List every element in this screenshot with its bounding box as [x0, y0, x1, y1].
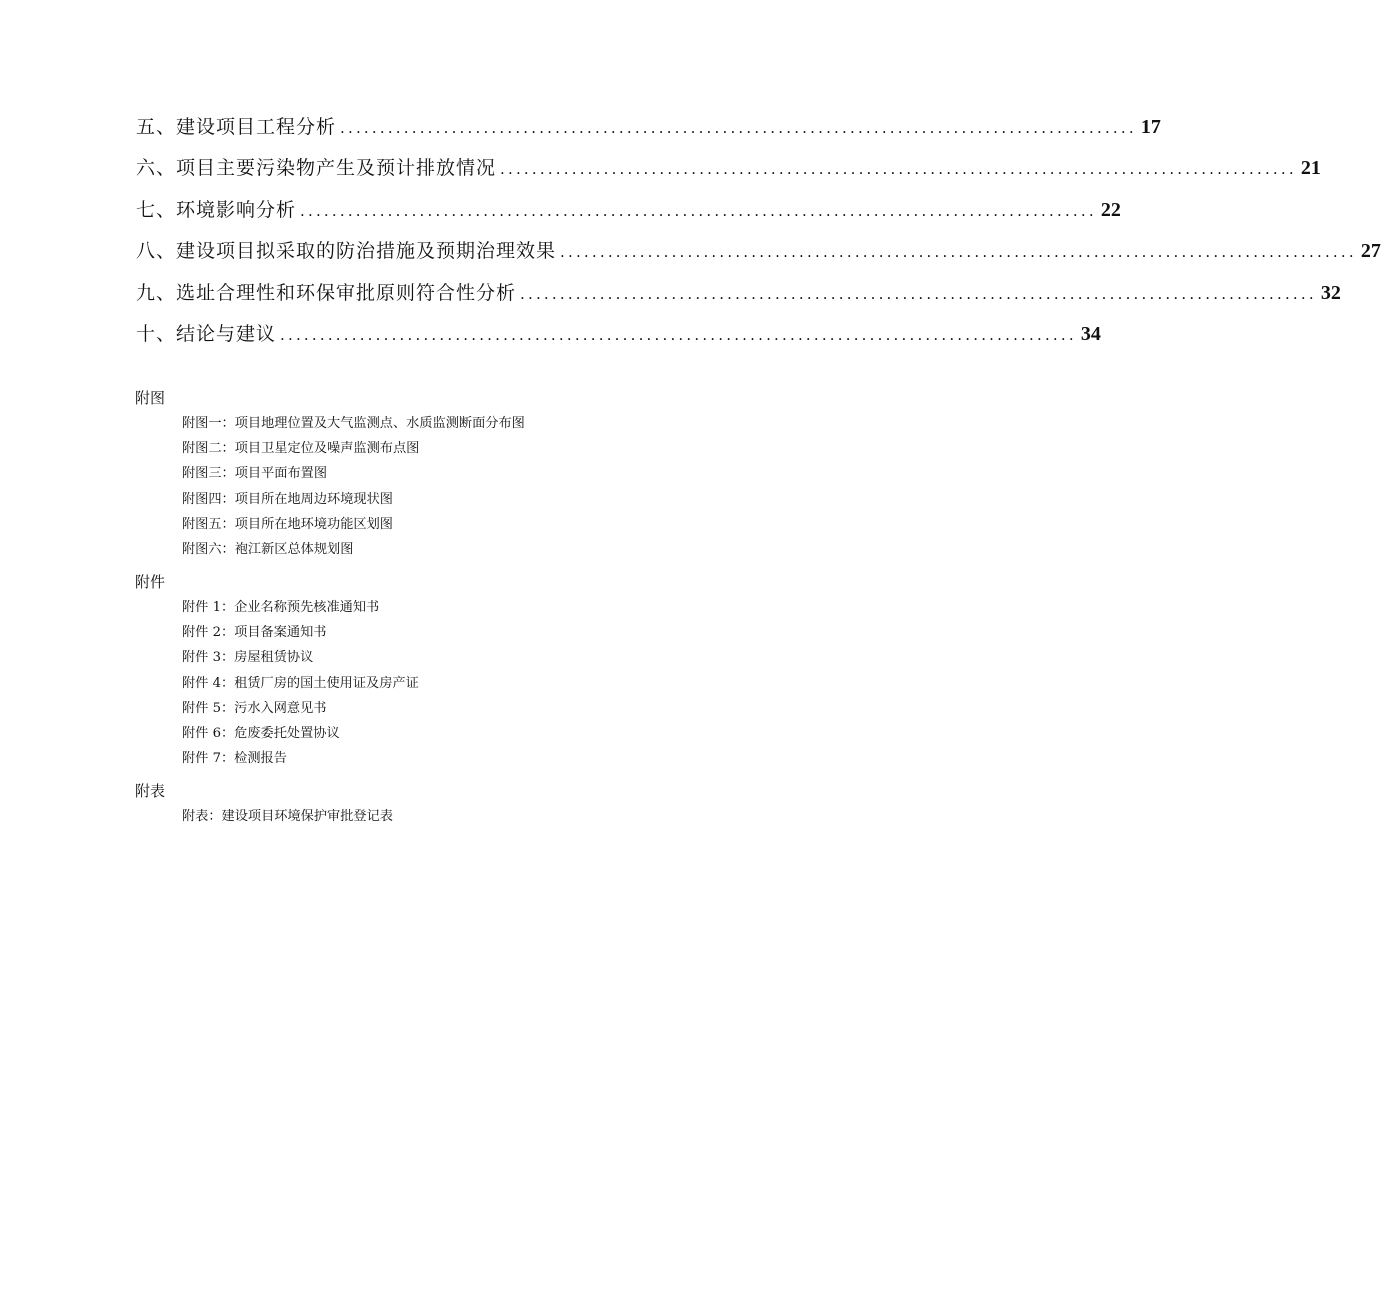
- toc-entry[interactable]: [136, 112, 1161, 153]
- toc-leader-dots: ....................................................................................................: [560, 243, 1357, 262]
- figures-section: [135, 386, 735, 562]
- toc-leader-dots: ....................................................................................................: [340, 119, 1137, 137]
- attachment-item[interactable]: 附件 2：项目备案通知书: [182, 625, 327, 641]
- toc-entry-page: 34: [1080, 322, 1101, 345]
- toc-leader-dots: ....................................................................................................: [500, 160, 1297, 179]
- figure-item[interactable]: 附图三：项目平面布置图: [182, 466, 328, 482]
- toc-entry-title: 十、结论与建议: [136, 322, 277, 345]
- attachments-heading: 附件: [135, 573, 166, 591]
- toc-entry-title: 八、建设项目拟采取的防治措施及预期治理效果: [136, 240, 557, 263]
- toc-entry[interactable]: [136, 153, 1321, 194]
- toc-entry-title: 六、项目主要污染物产生及预计排放情况: [136, 157, 497, 180]
- toc-entry-page: 21: [1300, 157, 1321, 180]
- toc-entry-page: 32: [1320, 281, 1341, 304]
- toc-leader-dots: ....................................................................................................: [520, 284, 1317, 303]
- figure-item[interactable]: 附图一：项目地理位置及大气监测点、水质监测断面分布图: [182, 416, 525, 431]
- toc-entry-title: 九、选址合理性和环保审批原则符合性分析: [136, 281, 517, 304]
- figure-item[interactable]: 附图四：项目所在地周边环境现状图: [182, 491, 393, 507]
- toc-entry[interactable]: [136, 278, 1341, 319]
- toc-entry[interactable]: [136, 195, 1121, 236]
- attachment-item[interactable]: 附件 6：危废委托处置协议: [182, 725, 340, 741]
- figure-item[interactable]: 附图六：袍江新区总体规划图: [182, 541, 354, 557]
- toc-entry-title: 五、建设项目工程分析: [136, 116, 337, 138]
- attachment-item[interactable]: 附件 5：污水入网意见书: [182, 700, 327, 716]
- toc-leader-dots: ....................................................................................................: [300, 201, 1097, 220]
- table-of-contents: [136, 112, 1381, 360]
- tables-section: [135, 779, 735, 829]
- toc-entry[interactable]: [136, 236, 1381, 277]
- toc-entry[interactable]: [136, 319, 1101, 360]
- toc-entry-page: 22: [1100, 198, 1121, 221]
- table-item[interactable]: 附表：建设项目环境保护审批登记表: [182, 809, 393, 824]
- attachment-item[interactable]: 附件 7：检测报告: [182, 751, 287, 767]
- tables-heading: 附表: [135, 782, 166, 800]
- toc-entry-title: 七、环境影响分析: [136, 198, 297, 221]
- toc-entry-page: 17: [1140, 116, 1161, 138]
- attachment-item[interactable]: 附件 4：租赁厂房的国土使用证及房产证: [182, 675, 419, 691]
- attachment-item[interactable]: 附件 1：企业名称预先核准通知书: [182, 600, 380, 615]
- toc-leader-dots: ....................................................................................................: [280, 325, 1077, 344]
- figures-heading: 附图: [135, 389, 166, 407]
- figure-item[interactable]: 附图二：项目卫星定位及噪声监测布点图: [182, 441, 420, 457]
- attachments-section: [135, 570, 735, 771]
- toc-entry-page: 27: [1360, 240, 1381, 263]
- attachment-item[interactable]: 附件 3：房屋租赁协议: [182, 650, 314, 666]
- figure-item[interactable]: 附图五：项目所在地环境功能区划图: [182, 516, 393, 532]
